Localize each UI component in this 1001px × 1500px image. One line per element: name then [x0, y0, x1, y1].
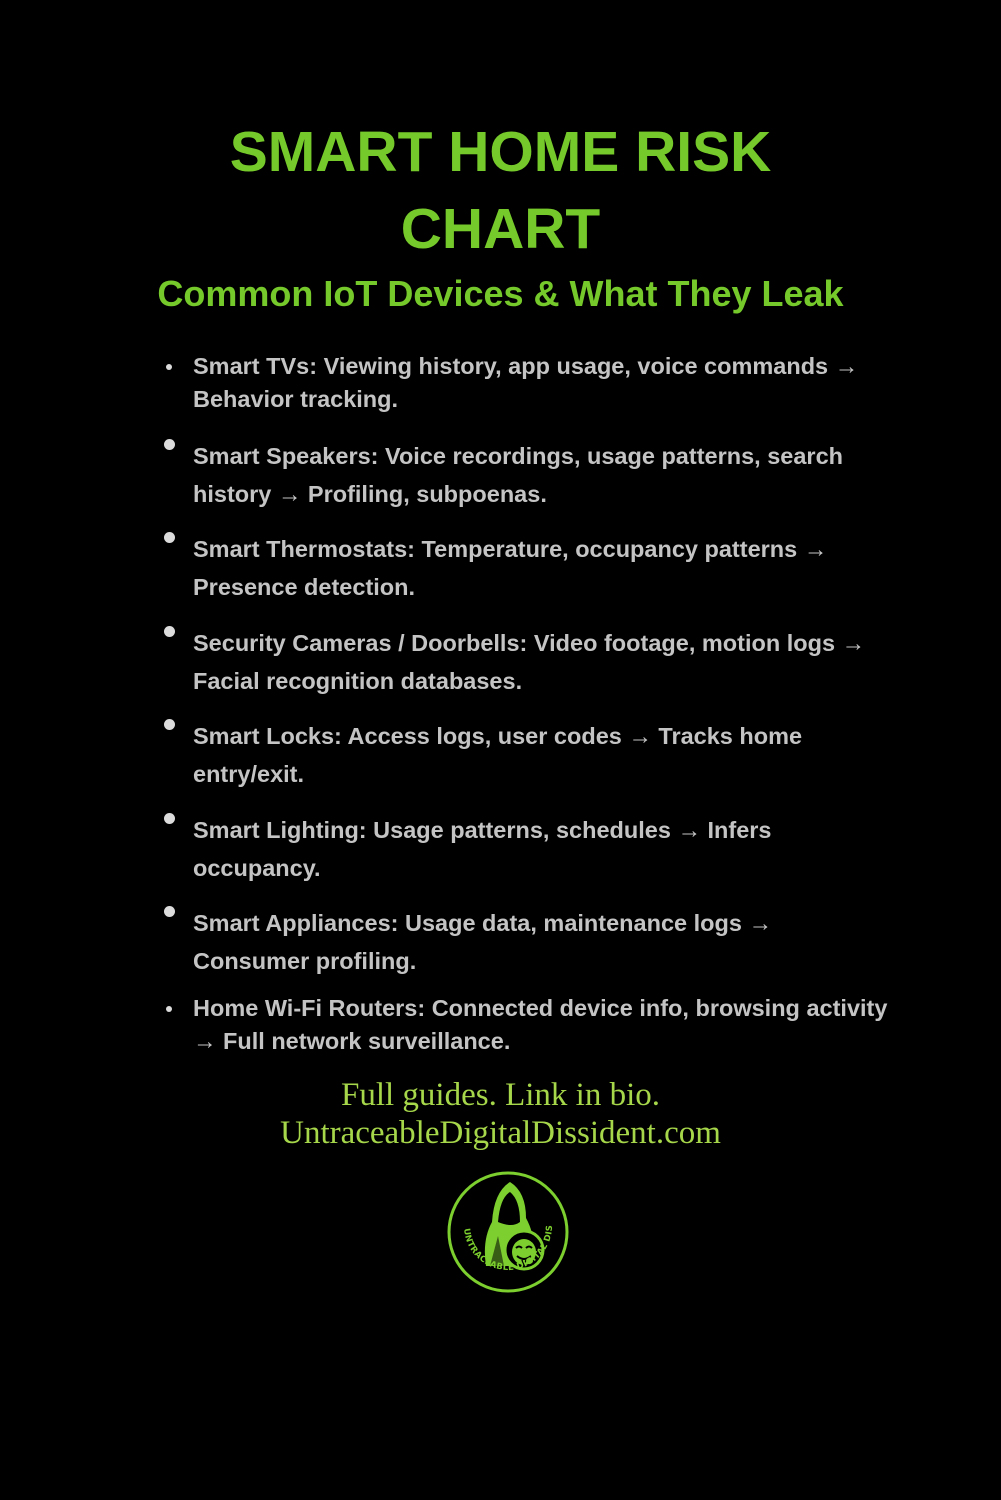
list-item-smart-thermostats — [193, 531, 893, 606]
page-subtitle: Common IoT Devices & What They Leak — [157, 273, 844, 314]
brand-logo — [446, 1170, 570, 1294]
list-item-security-cameras — [193, 625, 893, 700]
list-item-text: Smart Lighting: Usage patterns, schedules → Infers occupancy. — [193, 817, 772, 881]
bullet-icon — [166, 364, 172, 370]
list-item-wifi-routers — [193, 992, 893, 1058]
hooded-figure-mask-icon — [446, 1170, 570, 1294]
bullet-icon — [164, 719, 175, 730]
list-item-text: Smart Appliances: Usage data, maintenance logs → Consumer profiling. — [193, 910, 772, 974]
page-title: SMART HOME RISK CHART — [229, 120, 772, 261]
cta-text: Full guides. Link in bio. — [340, 1077, 660, 1113]
bullet-icon — [164, 532, 175, 543]
website-link[interactable]: UntraceableDigitalDissident.com — [280, 1115, 721, 1151]
list-item-smart-tvs — [193, 350, 893, 416]
list-item-text: Smart Thermostats: Temperature, occupancy patterns → Presence detection. — [193, 536, 828, 600]
list-item-text: Security Cameras / Doorbells: Video footage, motion logs → Facial recognition databases. — [193, 630, 866, 694]
list-item-text: Home Wi-Fi Routers: Connected device info, browsing activity → Full network surveillance. — [193, 995, 888, 1054]
bullet-icon — [164, 813, 175, 824]
list-item-smart-lighting — [193, 812, 893, 887]
list-item-smart-appliances — [193, 905, 893, 980]
bullet-icon — [166, 1006, 172, 1012]
bullet-icon — [164, 439, 175, 450]
list-item-text: Smart TVs: Viewing history, app usage, voice commands → Behavior tracking. — [193, 353, 859, 412]
svg-text:UNTRACEABLE DIGITAL DISSIDENT: UNTRACEABLE DIGITAL DIS — [460, 1225, 556, 1274]
list-item-text: Smart Speakers: Voice recordings, usage patterns, search history → Profiling, subpoenas. — [193, 443, 844, 507]
list-item-smart-locks — [193, 718, 893, 793]
bullet-icon — [164, 906, 175, 917]
list-item-text: Smart Locks: Access logs, user codes → Tracks home entry/exit. — [193, 723, 803, 787]
list-item-smart-speakers — [193, 438, 893, 513]
bullet-icon — [164, 626, 175, 637]
